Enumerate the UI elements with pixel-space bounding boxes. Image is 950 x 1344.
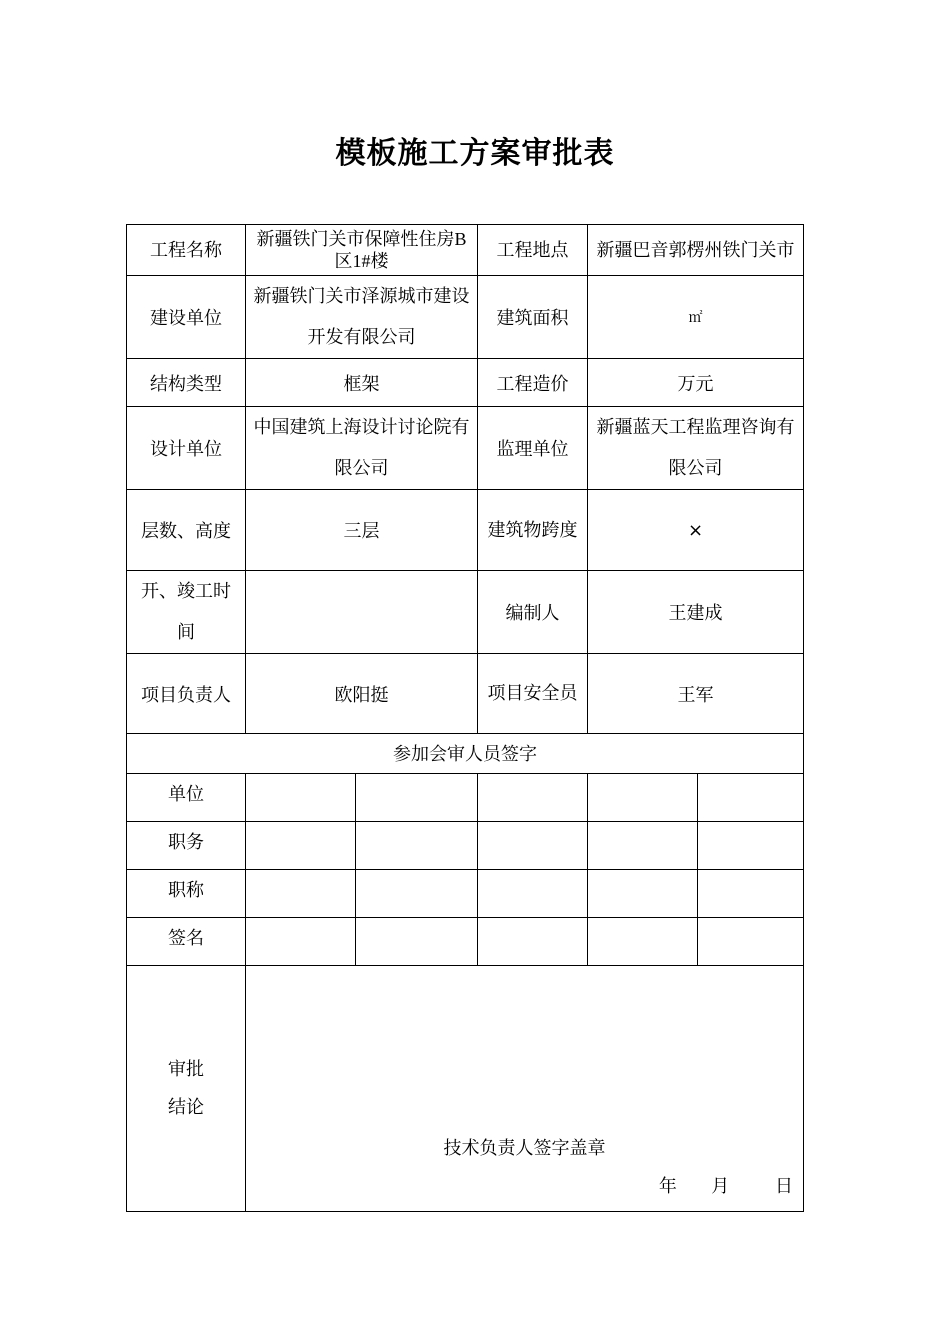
cost-value[interactable]: 万元 (588, 359, 804, 407)
time-label: 开、竣工时间 (127, 571, 246, 654)
form-row-conclusion (127, 966, 804, 1212)
supervision-value[interactable]: 新疆蓝天工程监理咨询有限公司 (588, 407, 804, 490)
signature-row-label: 职称 (127, 870, 246, 918)
signature-cell[interactable] (698, 918, 804, 966)
signature-row-title (127, 870, 804, 918)
signature-cell[interactable] (698, 774, 804, 822)
form-row-builder (127, 276, 804, 359)
project-location-value[interactable]: 新疆巴音郭楞州铁门关市 (588, 225, 804, 276)
signature-cell[interactable] (478, 774, 588, 822)
signature-cell[interactable] (478, 870, 588, 918)
form-row-design (127, 407, 804, 490)
signature-cell[interactable] (246, 918, 356, 966)
form-row-floors (127, 490, 804, 571)
time-value[interactable] (246, 571, 478, 654)
signature-cell[interactable] (698, 870, 804, 918)
form-row-structure (127, 359, 804, 407)
project-location-label: 工程地点 (478, 225, 588, 276)
cost-label: 工程造价 (478, 359, 588, 407)
signature-cell[interactable] (478, 918, 588, 966)
signature-cell[interactable] (588, 774, 698, 822)
manager-label: 项目负责人 (127, 654, 246, 734)
signature-cell[interactable] (356, 918, 478, 966)
project-name-label: 工程名称 (127, 225, 246, 276)
span-label: 建筑物跨度 (478, 490, 588, 571)
signature-cell[interactable] (588, 870, 698, 918)
conclusion-label (127, 966, 246, 1212)
signature-cell[interactable] (478, 822, 588, 870)
signature-cell[interactable] (356, 870, 478, 918)
span-value[interactable]: × (588, 490, 804, 571)
signature-header: 参加会审人员签字 (127, 734, 804, 774)
conclusion-area[interactable] (246, 966, 804, 1212)
form-row-sign-header (127, 734, 804, 774)
author-value[interactable]: 王建成 (588, 571, 804, 654)
signature-cell[interactable] (588, 822, 698, 870)
area-value[interactable]: ㎡ (588, 276, 804, 359)
author-label: 编制人 (478, 571, 588, 654)
signature-row-sign (127, 918, 804, 966)
approval-form-table (126, 224, 804, 1212)
page-title: 模板施工方案审批表 (335, 136, 615, 171)
signature-cell[interactable] (246, 774, 356, 822)
structure-label: 结构类型 (127, 359, 246, 407)
conclusion-label-line1: 审批 (168, 1058, 204, 1080)
signature-cell[interactable] (698, 822, 804, 870)
structure-value[interactable]: 框架 (246, 359, 478, 407)
signature-row-position (127, 822, 804, 870)
form-row-time (127, 571, 804, 654)
design-value[interactable]: 中国建筑上海设计讨论院有限公司 (246, 407, 478, 490)
signature-row-label: 签名 (127, 918, 246, 966)
form-row-project (127, 225, 804, 276)
signature-row-label: 职务 (127, 822, 246, 870)
signature-cell[interactable] (356, 774, 478, 822)
project-name-value[interactable]: 新疆铁门关市保障性住房B区1#楼 (246, 225, 478, 276)
manager-value[interactable]: 欧阳挺 (246, 654, 478, 734)
builder-label: 建设单位 (127, 276, 246, 359)
safety-label: 项目安全员 (478, 654, 588, 734)
conclusion-label-line2: 结论 (168, 1096, 204, 1118)
signature-cell[interactable] (246, 870, 356, 918)
supervision-label: 监理单位 (478, 407, 588, 490)
signature-row-label: 单位 (127, 774, 246, 822)
floors-value[interactable]: 三层 (246, 490, 478, 571)
signature-row-unit (127, 774, 804, 822)
floors-label: 层数、高度 (127, 490, 246, 571)
form-row-manager (127, 654, 804, 734)
signature-cell[interactable] (588, 918, 698, 966)
conclusion-date: 年 月 日 (658, 1176, 794, 1197)
builder-value[interactable]: 新疆铁门关市泽源城市建设开发有限公司 (246, 276, 478, 359)
design-label: 设计单位 (127, 407, 246, 490)
signature-cell[interactable] (246, 822, 356, 870)
signature-cell[interactable] (356, 822, 478, 870)
safety-value[interactable]: 王军 (588, 654, 804, 734)
tech-lead-signature-text: 技术负责人签字盖章 (443, 1138, 606, 1159)
area-label: 建筑面积 (478, 276, 588, 359)
